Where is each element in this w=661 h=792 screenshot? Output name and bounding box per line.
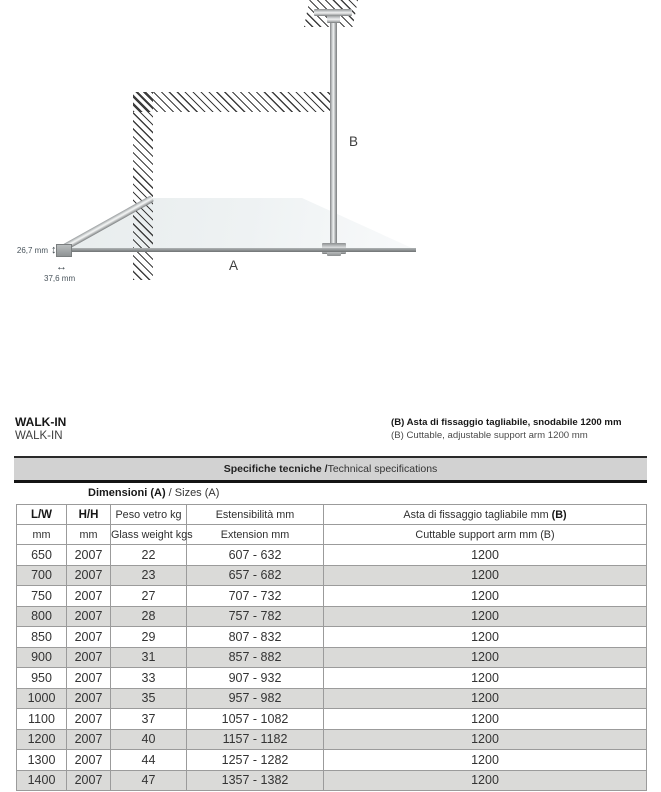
table-row [17,729,647,750]
table-cell: 1200 [324,647,647,668]
table-cell: 1200 [17,729,67,750]
table-cell: 2007 [67,729,111,750]
table-cell: 1200 [324,586,647,607]
table-cell: 707 - 732 [187,586,324,607]
dimensions-subtitle-en: / Sizes (A) [168,487,220,499]
support-arm-note-block [391,417,621,442]
table-cell: 1200 [324,606,647,627]
width-label-a: A [229,258,239,273]
table-cell: 22 [111,545,187,566]
glass-bottom-edge [61,248,416,252]
table-row [17,545,647,566]
dimensions-subtitle-it: Dimensioni (A) [88,487,169,499]
table-row [17,688,647,709]
table-cell: 1357 - 1382 [187,770,324,791]
table-cell: 44 [111,750,187,771]
table-cell: 35 [111,688,187,709]
col-header-extension-it: Estensibilità mm [187,505,324,525]
table-cell: 1057 - 1082 [187,709,324,730]
table-cell: 2007 [67,770,111,791]
table-cell: 1100 [17,709,67,730]
col-header-arm-it-b: (B) [551,508,567,521]
table-cell: 1200 [324,750,647,771]
col-header-arm-en: Cuttable support arm mm (B) [324,525,647,545]
specifications-table [16,504,647,791]
table-cell: 1157 - 1182 [187,729,324,750]
col-header-arm-it [324,505,647,525]
profile-end-cap [56,244,72,257]
spec-section-header [14,458,647,480]
table-cell: 1200 [324,709,647,730]
table-row [17,565,647,586]
table-cell: 657 - 682 [187,565,324,586]
table-cell: 1200 [324,545,647,566]
table-cell: 1000 [17,688,67,709]
bracket-hub [327,15,340,23]
height-dimension-label: 26,7 mm [16,246,48,255]
table-cell: 750 [17,586,67,607]
arm-label-b: B [349,134,359,149]
table-cell: 2007 [67,606,111,627]
col-header-arm-it-text: Asta di fissaggio tagliabile mm [403,508,552,521]
table-cell: 2007 [67,668,111,689]
col-header-hh: H/H [67,505,111,525]
col-header-extension-en: Extension mm [187,525,324,545]
header-row-english [17,525,647,545]
vertical-arrow-icon: ↕ [51,244,57,256]
col-unit-hh: mm [67,525,111,545]
table-cell: 650 [17,545,67,566]
table-cell: 1200 [324,729,647,750]
table-header [17,505,647,545]
col-header-weight-en: Glass weight kgs [111,525,187,545]
support-arm-note-en: (B) Cuttable, adjustable support arm 1200 mm [391,429,588,441]
product-title-it: WALK-IN [15,415,67,429]
table-cell: 37 [111,709,187,730]
table-cell: 757 - 782 [187,606,324,627]
table-cell: 2007 [67,545,111,566]
table-row [17,750,647,771]
table-cell: 2007 [67,627,111,648]
table-cell: 950 [17,668,67,689]
depth-dimension-label: 37,6 mm [44,274,76,283]
table-cell: 29 [111,627,187,648]
table-row [17,770,647,791]
table-cell: 1257 - 1282 [187,750,324,771]
col-unit-lw: mm [17,525,67,545]
table-cell: 2007 [67,750,111,771]
table-cell: 807 - 832 [187,627,324,648]
table-cell: 1200 [324,668,647,689]
spec-table-body [17,545,647,791]
table-cell: 33 [111,668,187,689]
table-cell: 2007 [67,688,111,709]
table-cell: 1300 [17,750,67,771]
table-cell: 40 [111,729,187,750]
table-cell: 2007 [67,586,111,607]
table-cell: 907 - 932 [187,668,324,689]
horizontal-arrow-icon: ↔ [56,261,67,273]
wall-hatch-horizontal [133,92,330,112]
table-cell: 27 [111,586,187,607]
table-row [17,668,647,689]
table-cell: 957 - 982 [187,688,324,709]
product-title-block [15,415,66,443]
spec-header-en: Technical specifications [327,463,438,475]
table-cell: 700 [17,565,67,586]
table-cell: 47 [111,770,187,791]
header-row-italian [17,505,647,525]
support-arm-note-it: (B) Asta di fissaggio tagliabile, snodabile 1200 mm [391,417,622,428]
table-cell: 900 [17,647,67,668]
spec-header-it: Specifiche tecniche / [223,463,328,475]
table-cell: 1200 [324,565,647,586]
table-row [17,627,647,648]
table-cell: 1200 [324,770,647,791]
product-title-en: WALK-IN [15,430,63,442]
table-row [17,586,647,607]
table-cell: 1200 [324,627,647,648]
table-cell: 1200 [324,688,647,709]
technical-diagram [0,0,661,310]
table-cell: 2007 [67,647,111,668]
table-row [17,606,647,627]
table-cell: 1400 [17,770,67,791]
table-cell: 2007 [67,709,111,730]
col-header-lw: L/W [17,505,67,525]
support-arm-rod [330,13,337,250]
table-cell: 28 [111,606,187,627]
table-cell: 850 [17,627,67,648]
table-cell: 23 [111,565,187,586]
table-row [17,709,647,730]
table-cell: 607 - 632 [187,545,324,566]
dimensions-subtitle [88,487,219,499]
table-cell: 2007 [67,565,111,586]
table-cell: 800 [17,606,67,627]
table-cell: 31 [111,647,187,668]
col-header-weight-it: Peso vetro kg [111,505,187,525]
table-cell: 857 - 882 [187,647,324,668]
table-row [17,647,647,668]
heavy-divider-rule [14,480,647,483]
